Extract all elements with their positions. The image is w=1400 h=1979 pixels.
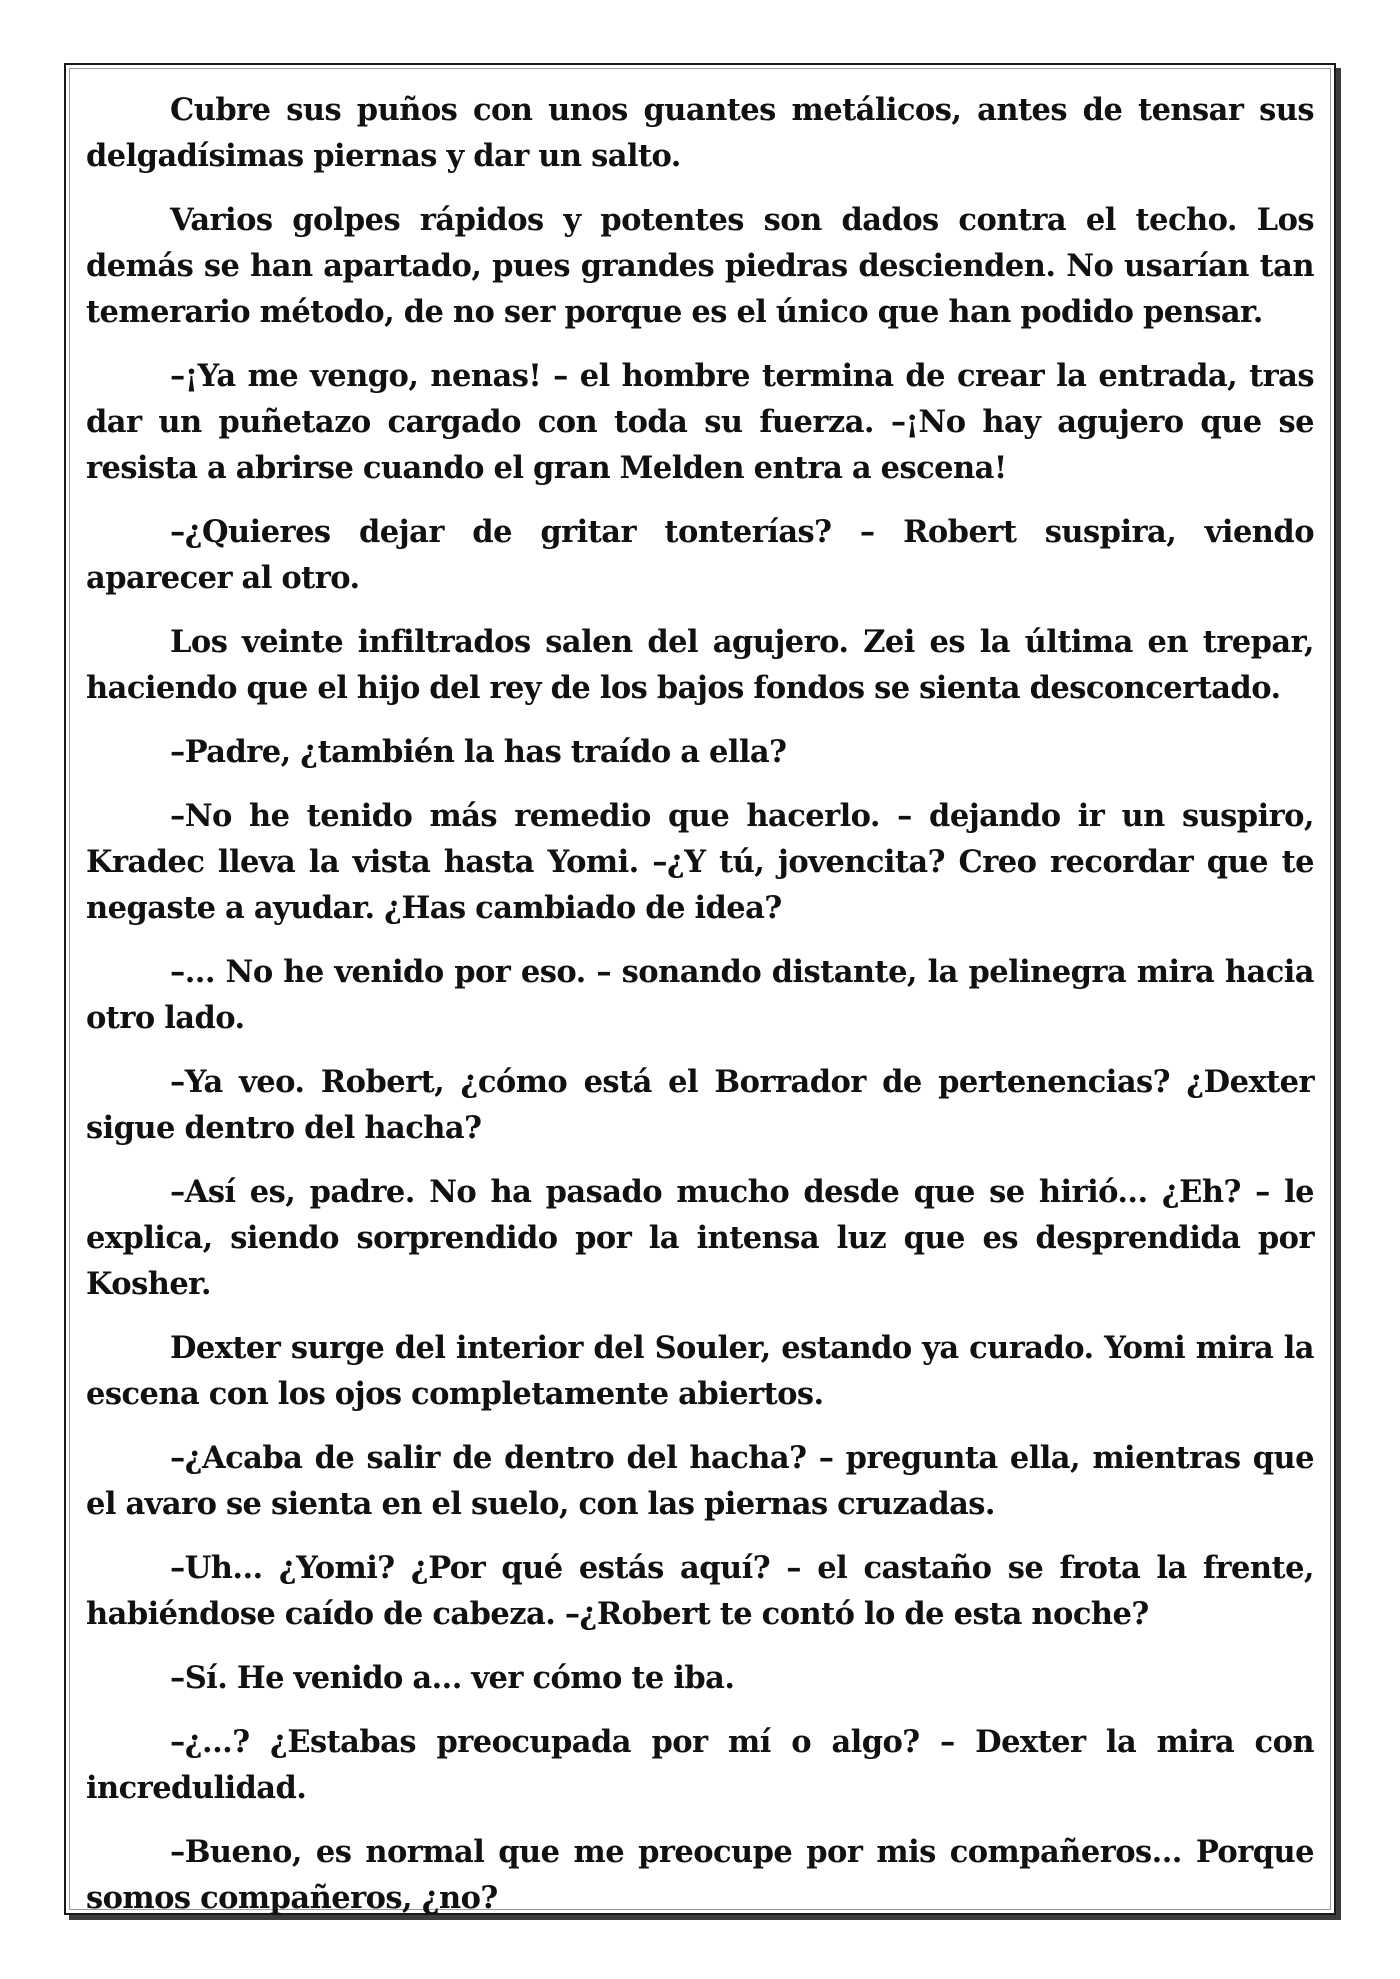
paragraph-7: –No he tenido más remedio que hacerlo. – dejando ir un suspiro, Kradec lleva la vista hasta Yomi. –¿Y tú, jovencita? Creo recordar que te negaste a ayudar. ¿Has cambiado de idea? [86, 798, 1314, 926]
paragraph-15: –¿...? ¿Estabas preocupada por mí o algo? – Dexter la mira con incredulidad. [86, 1724, 1314, 1806]
paragraph-5: Los veinte infiltrados salen del agujero. Zei es la última en trepar, haciendo que el hijo del rey de los bajos fondos se sienta desconcertado. [86, 624, 1314, 706]
document-body [86, 87, 1314, 1921]
paragraph-6: –Padre, ¿también la has traído a ella? [170, 734, 787, 770]
paragraph-10: –Así es, padre. No ha pasado mucho desde que se hirió... ¿Eh? – le explica, siendo sorprendido por la intensa luz que es desprendida por Kosher. [86, 1174, 1314, 1302]
paragraph-3: –¡Ya me vengo, nenas! – el hombre termina de crear la entrada, tras dar un puñetazo cargado con toda su fuerza. –¡No hay agujero que se resista a abrirse cuando el gran Melden entra a escena! [86, 358, 1314, 486]
page-frame [64, 63, 1336, 1915]
paragraph-4: –¿Quieres dejar de gritar tonterías? – Robert suspira, viendo aparecer al otro. [86, 514, 1314, 596]
paragraph-16: –Bueno, es normal que me preocupe por mis compañeros... Porque somos compañeros, ¿no? [86, 1834, 1314, 1916]
paragraph-1: Cubre sus puños con unos guantes metálicos, antes de tensar sus delgadísimas piernas y dar un salto. [86, 92, 1314, 174]
paragraph-2: Varios golpes rápidos y potentes son dados contra el techo. Los demás se han apartado, pues grandes piedras descienden. No usarían tan temerario método, de no ser porque es el único que han podido pensar. [86, 202, 1314, 330]
paragraph-13: –Uh... ¿Yomi? ¿Por qué estás aquí? – el castaño se frota la frente, habiéndose caído de cabeza. –¿Robert te contó lo de esta noche? [86, 1550, 1314, 1632]
paragraph-11: Dexter surge del interior del Souler, estando ya curado. Yomi mira la escena con los ojos completamente abiertos. [86, 1330, 1314, 1412]
paragraph-9: –Ya veo. Robert, ¿cómo está el Borrador de pertenencias? ¿Dexter sigue dentro del hacha? [86, 1064, 1314, 1146]
paragraph-12: –¿Acaba de salir de dentro del hacha? – pregunta ella, mientras que el avaro se sienta en el suelo, con las piernas cruzadas. [86, 1440, 1314, 1522]
paragraph-14: –Sí. He venido a... ver cómo te iba. [170, 1660, 735, 1696]
paragraph-8: –... No he venido por eso. – sonando distante, la pelinegra mira hacia otro lado. [86, 954, 1314, 1036]
